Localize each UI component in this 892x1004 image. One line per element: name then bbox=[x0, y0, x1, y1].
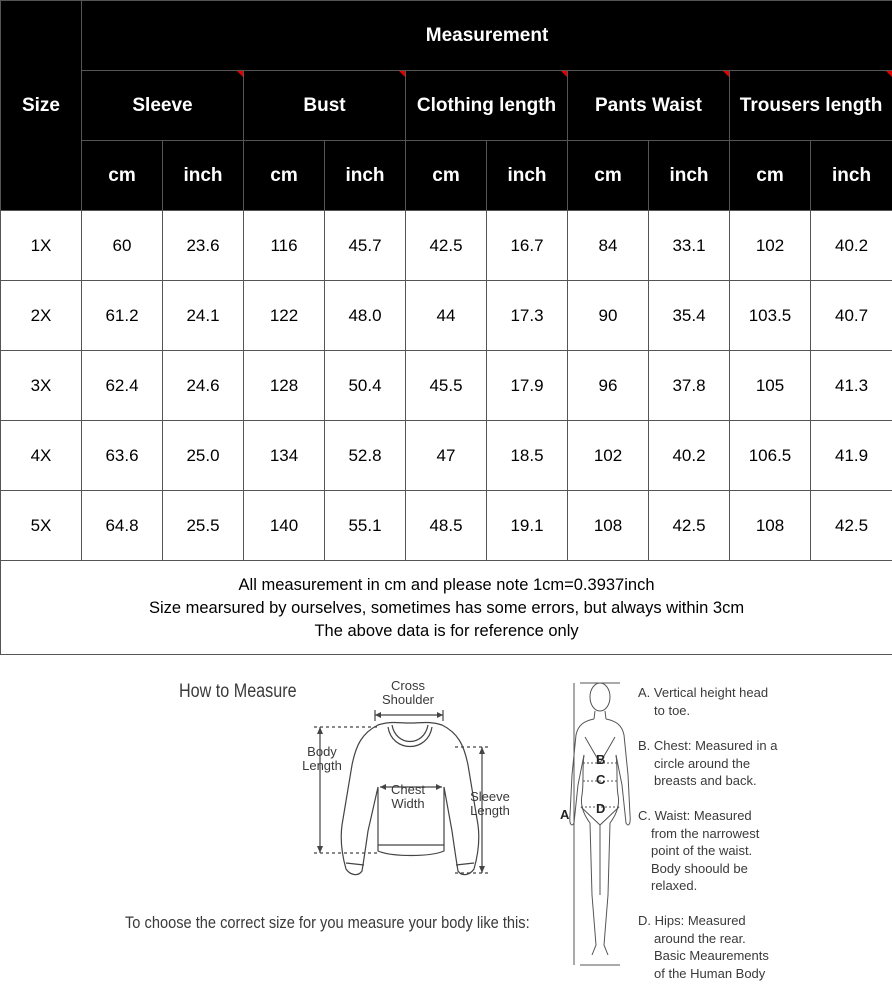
group-header-pants-waist: Pants Waist bbox=[568, 71, 730, 141]
corner-marker bbox=[237, 71, 243, 77]
value-cell: 17.9 bbox=[487, 351, 568, 421]
value-cell: 37.8 bbox=[649, 351, 730, 421]
definition-c: C. Waist: Measured from the narrowest point of the waist. Body shoould be relaxed. bbox=[638, 808, 760, 893]
value-cell: 17.3 bbox=[487, 281, 568, 351]
unit-header: inch bbox=[325, 141, 406, 211]
value-cell: 42.5 bbox=[649, 491, 730, 561]
note-line: All measurement in cm and please note 1cm=0.3937inch bbox=[238, 576, 655, 594]
table-row bbox=[1, 421, 892, 491]
body-letter-b: B bbox=[596, 752, 606, 767]
notes-row bbox=[1, 561, 892, 655]
corner-marker bbox=[723, 71, 729, 77]
value-cell: 52.8 bbox=[325, 421, 406, 491]
value-cell: 105 bbox=[730, 351, 811, 421]
value-cell: 24.6 bbox=[163, 351, 244, 421]
chest-width-label: Chest Width bbox=[391, 782, 425, 811]
definition-d: D. Hips: Measured around the rear. Basic Meaurements of the Human Body bbox=[638, 913, 769, 981]
size-cell: 1X bbox=[1, 211, 82, 281]
body-sketch bbox=[570, 683, 630, 965]
value-cell: 48.0 bbox=[325, 281, 406, 351]
value-cell: 128 bbox=[244, 351, 325, 421]
value-cell: 106.5 bbox=[730, 421, 811, 491]
value-cell: 90 bbox=[568, 281, 649, 351]
unit-header: cm bbox=[82, 141, 163, 211]
size-cell: 3X bbox=[1, 351, 82, 421]
value-cell: 84 bbox=[568, 211, 649, 281]
value-cell: 108 bbox=[730, 491, 811, 561]
value-cell: 103.5 bbox=[730, 281, 811, 351]
table-row bbox=[1, 211, 892, 281]
choose-size-instruction: To choose the correct size for you measure your body like this: bbox=[125, 913, 530, 932]
value-cell: 47 bbox=[406, 421, 487, 491]
group-header-trousers-length: Trousers length bbox=[730, 71, 892, 141]
value-cell: 41.9 bbox=[811, 421, 892, 491]
how-to-measure-section bbox=[0, 655, 892, 1004]
value-cell: 45.5 bbox=[406, 351, 487, 421]
note-line: Size mearsured by ourselves, sometimes has some errors, but always within 3cm bbox=[148, 599, 745, 617]
measurement-header: Measurement bbox=[82, 1, 892, 71]
value-cell: 16.7 bbox=[487, 211, 568, 281]
value-cell: 140 bbox=[244, 491, 325, 561]
body-letter-c: C bbox=[596, 772, 606, 787]
corner-marker bbox=[886, 71, 892, 77]
table-row bbox=[1, 351, 892, 421]
unit-header: cm bbox=[568, 141, 649, 211]
size-cell: 4X bbox=[1, 421, 82, 491]
size-cell: 5X bbox=[1, 491, 82, 561]
value-cell: 55.1 bbox=[325, 491, 406, 561]
group-header-bust: Bust bbox=[244, 71, 406, 141]
value-cell: 60 bbox=[82, 211, 163, 281]
value-cell: 42.5 bbox=[406, 211, 487, 281]
how-to-measure-title: How to Measure bbox=[179, 681, 297, 702]
value-cell: 62.4 bbox=[82, 351, 163, 421]
value-cell: 33.1 bbox=[649, 211, 730, 281]
size-cell: 2X bbox=[1, 281, 82, 351]
value-cell: 63.6 bbox=[82, 421, 163, 491]
definition-a: A. Vertical height head to toe. bbox=[638, 685, 769, 718]
group-header-sleeve: Sleeve bbox=[82, 71, 244, 141]
unit-header: inch bbox=[811, 141, 892, 211]
unit-header: cm bbox=[244, 141, 325, 211]
value-cell: 19.1 bbox=[487, 491, 568, 561]
notes-cell bbox=[1, 561, 892, 655]
value-cell: 25.5 bbox=[163, 491, 244, 561]
definition-b: B. Chest: Measured in a circle around the breasts and back. bbox=[638, 738, 778, 788]
unit-header: inch bbox=[163, 141, 244, 211]
value-cell: 134 bbox=[244, 421, 325, 491]
body-letter-d: D bbox=[596, 801, 606, 816]
value-cell: 42.5 bbox=[811, 491, 892, 561]
size-header: Size bbox=[1, 1, 82, 211]
value-cell: 50.4 bbox=[325, 351, 406, 421]
table-row bbox=[1, 281, 892, 351]
value-cell: 45.7 bbox=[325, 211, 406, 281]
corner-marker bbox=[561, 71, 567, 77]
value-cell: 40.7 bbox=[811, 281, 892, 351]
value-cell: 122 bbox=[244, 281, 325, 351]
group-header-clothing-length: Clothing length bbox=[406, 71, 568, 141]
value-cell: 25.0 bbox=[163, 421, 244, 491]
body-length-label: Body Length bbox=[302, 744, 342, 773]
value-cell: 44 bbox=[406, 281, 487, 351]
unit-header: cm bbox=[730, 141, 811, 211]
value-cell: 64.8 bbox=[82, 491, 163, 561]
body-letter-a: A bbox=[560, 807, 570, 822]
table-row bbox=[1, 491, 892, 561]
value-cell: 102 bbox=[568, 421, 649, 491]
cross-shoulder-label: Cross Shoulder bbox=[381, 678, 435, 707]
value-cell: 35.4 bbox=[649, 281, 730, 351]
corner-marker bbox=[399, 71, 405, 77]
unit-header: inch bbox=[487, 141, 568, 211]
value-cell: 24.1 bbox=[163, 281, 244, 351]
value-cell: 61.2 bbox=[82, 281, 163, 351]
value-cell: 41.3 bbox=[811, 351, 892, 421]
sleeve-length-label: Sleeve Length bbox=[470, 789, 510, 818]
value-cell: 40.2 bbox=[811, 211, 892, 281]
value-cell: 108 bbox=[568, 491, 649, 561]
value-cell: 116 bbox=[244, 211, 325, 281]
value-cell: 96 bbox=[568, 351, 649, 421]
unit-header: inch bbox=[649, 141, 730, 211]
note-line: The above data is for reference only bbox=[314, 622, 579, 640]
unit-header: cm bbox=[406, 141, 487, 211]
value-cell: 48.5 bbox=[406, 491, 487, 561]
value-cell: 18.5 bbox=[487, 421, 568, 491]
value-cell: 40.2 bbox=[649, 421, 730, 491]
value-cell: 102 bbox=[730, 211, 811, 281]
value-cell: 23.6 bbox=[163, 211, 244, 281]
